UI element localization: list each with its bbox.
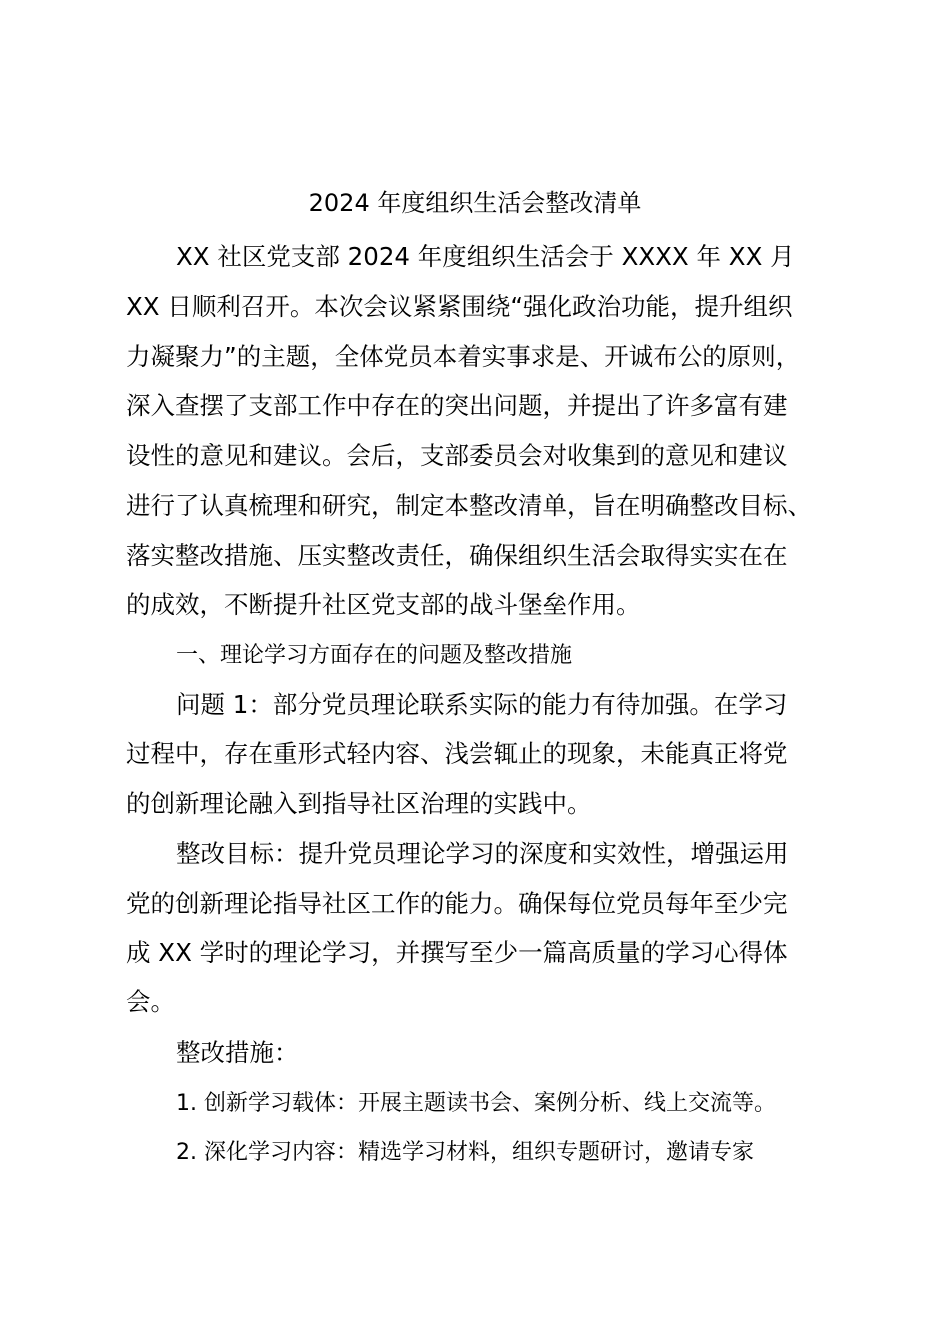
- intro-line-7: 落实整改措施、压实整改责任，确保组织生活会取得实实在在: [126, 541, 788, 570]
- problem-1-line-3: 的创新理论融入到指导社区治理的实践中。: [126, 789, 592, 818]
- intro-line-2: XX 日顺利召开。本次会议紧紧围绕“强化政治功能，提升组织: [126, 292, 793, 321]
- intro-line-8: 的成效，不断提升社区党支部的战斗堡垒作用。: [126, 590, 641, 619]
- goal-line-4: 会。: [126, 987, 175, 1016]
- goal-line-3: 成 XX 学时的理论学习，并撰写至少一篇高质量的学习心得体: [126, 938, 788, 967]
- intro-line-6: 进行了认真梳理和研究，制定本整改清单，旨在明确整改目标、: [126, 491, 812, 520]
- intro-line-3: 力凝聚力”的主题，全体党员本着实事求是、开诚布公的原则，: [126, 342, 801, 371]
- problem-1-line-2: 过程中，存在重形式轻内容、浅尝辄止的现象，未能真正将党: [126, 739, 788, 768]
- document-title: 2024 年度组织生活会整改清单: [308, 189, 642, 217]
- measure-item-1: 1. 创新学习载体：开展主题读书会、案例分析、线上交流等。: [176, 1091, 776, 1116]
- intro-line-1: XX 社区党支部 2024 年度组织生活会于 XXXX 年 XX 月: [176, 242, 795, 271]
- intro-line-5: 设性的意见和建议。会后，支部委员会对收集到的意见和建议: [126, 441, 788, 470]
- measure-item-2: 2. 深化学习内容：精选学习材料，组织专题研讨，邀请专家: [176, 1140, 754, 1165]
- intro-line-4: 深入查摆了支部工作中存在的突出问题，并提出了许多富有建: [126, 391, 788, 420]
- section-1-heading: 一、理论学习方面存在的问题及整改措施: [176, 643, 573, 668]
- goal-line-2: 党的创新理论指导社区工作的能力。确保每位党员每年至少完: [126, 889, 788, 918]
- measures-heading: 整改措施：: [176, 1038, 299, 1067]
- problem-1-line-1: 问题 1：部分党员理论联系实际的能力有待加强。在学习: [176, 690, 788, 719]
- goal-line-1: 整改目标：提升党员理论学习的深度和实效性，增强运用: [176, 839, 789, 868]
